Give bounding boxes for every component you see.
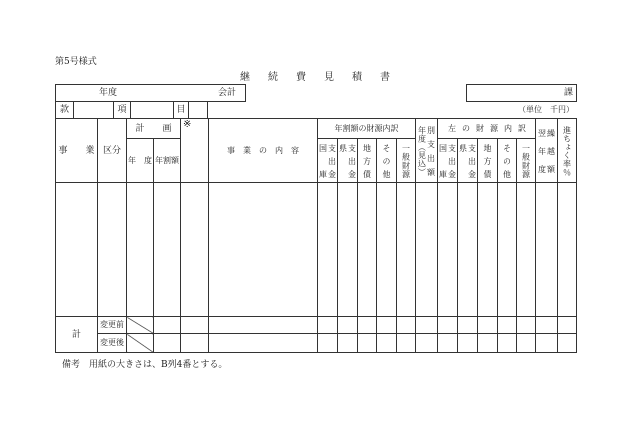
header-text-line: 一般財源: [521, 143, 531, 178]
total-cell-funding-prefecture: [338, 334, 358, 353]
body-cell-left-prefecture: [458, 183, 478, 317]
section-label: 課: [563, 88, 573, 98]
total-cell-funding-national: [318, 317, 338, 334]
left-other-text: [503, 144, 512, 178]
moku-label: 目: [174, 102, 189, 118]
after-change-label: 変更後: [98, 334, 127, 353]
yearly-expenditure-text: [418, 126, 436, 176]
header-text-line: 地方債: [362, 143, 372, 178]
total-cell-left-bonds: [478, 317, 498, 334]
header-funding-national: [318, 139, 338, 183]
header-text-line: 翌年度: [537, 128, 547, 173]
total-cell-progress-rate: [558, 317, 577, 334]
funding-general-text: [402, 144, 411, 178]
total-row-before-change: [56, 317, 577, 334]
body-cell-left-other: [498, 183, 517, 317]
header-funding-general: [397, 139, 416, 183]
total-cell-funding-general: [397, 317, 416, 334]
header-text-line: 地方債: [483, 143, 493, 178]
total-cell-note-mark: [181, 317, 209, 334]
total-cell-left-other: [498, 317, 517, 334]
header-text-line: 支出金: [327, 143, 337, 178]
header-left-bonds: [478, 139, 498, 183]
total-cell-left-general: [517, 334, 536, 353]
total-cell-funding-general: [397, 334, 416, 353]
table-body-row: [56, 183, 577, 317]
body-cell-funding-bonds: [358, 183, 377, 317]
header-carryover: [536, 119, 558, 183]
account-label: 会計: [218, 88, 237, 98]
moku-value-cell: [189, 102, 208, 118]
header-annual-funding-breakdown: 年割額の財源内訳: [318, 119, 416, 139]
header-text-line: 一般財源: [401, 143, 411, 178]
total-cell-yearly-expenditure: [416, 334, 438, 353]
funding-bonds-text: [363, 144, 372, 178]
funding-prefecture-text: [339, 144, 357, 178]
body-cell-progress-rate: [558, 183, 577, 317]
header-funding-other: [377, 139, 397, 183]
body-cell-left-general: [517, 183, 536, 317]
total-cell-project-content: [209, 317, 318, 334]
progress-rate-text: [563, 126, 572, 176]
header-left-national: [438, 139, 458, 183]
total-cell-funding-other: [377, 334, 397, 353]
body-cell-funding-other: [377, 183, 397, 317]
total-cell-left-national: [438, 317, 458, 334]
total-cell-yearly-expenditure: [416, 317, 438, 334]
section-box: [466, 84, 577, 102]
header-left-other: [498, 139, 517, 183]
header-text-line: 国庫: [318, 143, 328, 178]
header-text-line: 県: [458, 143, 468, 152]
header-text-line: 繰越額: [546, 128, 556, 173]
kou-value-cell: [131, 102, 174, 118]
header-text-line: 支出金: [447, 143, 457, 178]
body-cell-funding-national: [318, 183, 338, 317]
left-bonds-text: [483, 144, 492, 178]
fiscal-year-label: 年度: [99, 88, 118, 98]
total-cell-progress-rate: [558, 334, 577, 353]
header-funding-bonds: [358, 139, 377, 183]
total-cell-left-prefecture: [458, 317, 478, 334]
total-cell-left-general: [517, 317, 536, 334]
total-cell-project-content: [209, 334, 318, 353]
total-cell-carryover: [536, 334, 558, 353]
header-yearly-expenditure: [416, 119, 438, 183]
kou-label: 項: [114, 102, 131, 118]
header-note-mark: ※: [181, 119, 209, 183]
header-left-general: [517, 139, 536, 183]
remarks-note: 備考 用紙の大きさは、B列4番とする。: [62, 360, 228, 370]
header-funding-prefecture: [338, 139, 358, 183]
funding-other-text: [382, 144, 391, 178]
form-title: 継 続 費 見 積 書: [240, 72, 394, 83]
total-cell-left-prefecture: [458, 334, 478, 353]
header-plan: 計 画: [127, 119, 181, 139]
kan-value-cell: [74, 102, 114, 118]
body-cell-yearly-expenditure: [416, 183, 438, 317]
total-cell-left-other: [498, 334, 517, 353]
diagonal-cell: [127, 334, 154, 353]
header-text-line: 県: [338, 143, 348, 152]
left-prefecture-text: [459, 144, 477, 178]
estimate-table: [55, 118, 577, 353]
header-text-line: 進ちょく率％: [562, 125, 572, 176]
total-cell-funding-national: [318, 334, 338, 353]
left-national-text: [439, 144, 457, 178]
header-left-funding-breakdown: 左 の 財 源 内 訳: [438, 119, 536, 139]
total-cell-left-bonds: [478, 334, 498, 353]
total-cell-left-national: [438, 334, 458, 353]
carryover-text: [538, 129, 556, 173]
funding-national-text: [319, 144, 337, 178]
total-cell-funding-prefecture: [338, 317, 358, 334]
left-general-text: [522, 144, 531, 178]
total-cell-funding-other: [377, 317, 397, 334]
header-text-line: その他: [502, 143, 512, 178]
before-change-label: 変更前: [98, 317, 127, 334]
header-text-line: 年度（見込）: [417, 125, 427, 176]
header-plan-year: 年 度: [127, 139, 154, 183]
header-project-content: 事 業 の 内 容: [209, 119, 318, 183]
fiscal-year-account-box: [55, 84, 246, 102]
header-text-line: 支出金: [467, 143, 477, 178]
body-cell-funding-general: [397, 183, 416, 317]
body-cell-carryover: [536, 183, 558, 317]
total-cell-carryover: [536, 317, 558, 334]
header-text-line: 支出金: [347, 143, 357, 178]
body-cell-plan-amount: [154, 183, 181, 317]
total-cell-plan-amount: [154, 317, 181, 334]
body-cell-left-bonds: [478, 183, 498, 317]
unit-note: （単位 千円）: [518, 105, 574, 114]
body-cell-left-national: [438, 183, 458, 317]
form-number: 第5号様式: [55, 57, 97, 67]
total-cell-plan-amount: [154, 334, 181, 353]
header-progress-rate: [558, 119, 577, 183]
total-cell-funding-bonds: [358, 334, 377, 353]
header-text-line: その他: [382, 143, 392, 178]
total-label: 計: [56, 317, 98, 353]
diagonal-cell: [127, 317, 154, 334]
total-cell-funding-bonds: [358, 317, 377, 334]
body-cell-plan-year: [127, 183, 154, 317]
header-text-line: 別支出額: [426, 125, 436, 176]
body-cell-project: [56, 183, 98, 317]
total-row-after-change: [56, 334, 577, 353]
body-cell-funding-prefecture: [338, 183, 358, 317]
budget-classification-row: [55, 102, 208, 118]
body-cell-note-mark: [181, 183, 209, 317]
header-category: 区分: [98, 119, 127, 183]
header-left-prefecture: [458, 139, 478, 183]
body-cell-category: [98, 183, 127, 317]
body-cell-project-content: [209, 183, 318, 317]
header-plan-annual-amount: 年割額: [154, 139, 181, 183]
header-project: 事 業: [56, 119, 98, 183]
kan-label: 款: [56, 102, 74, 118]
total-cell-note-mark: [181, 334, 209, 353]
table-header-row: [56, 119, 577, 139]
header-text-line: 国庫: [438, 143, 448, 178]
